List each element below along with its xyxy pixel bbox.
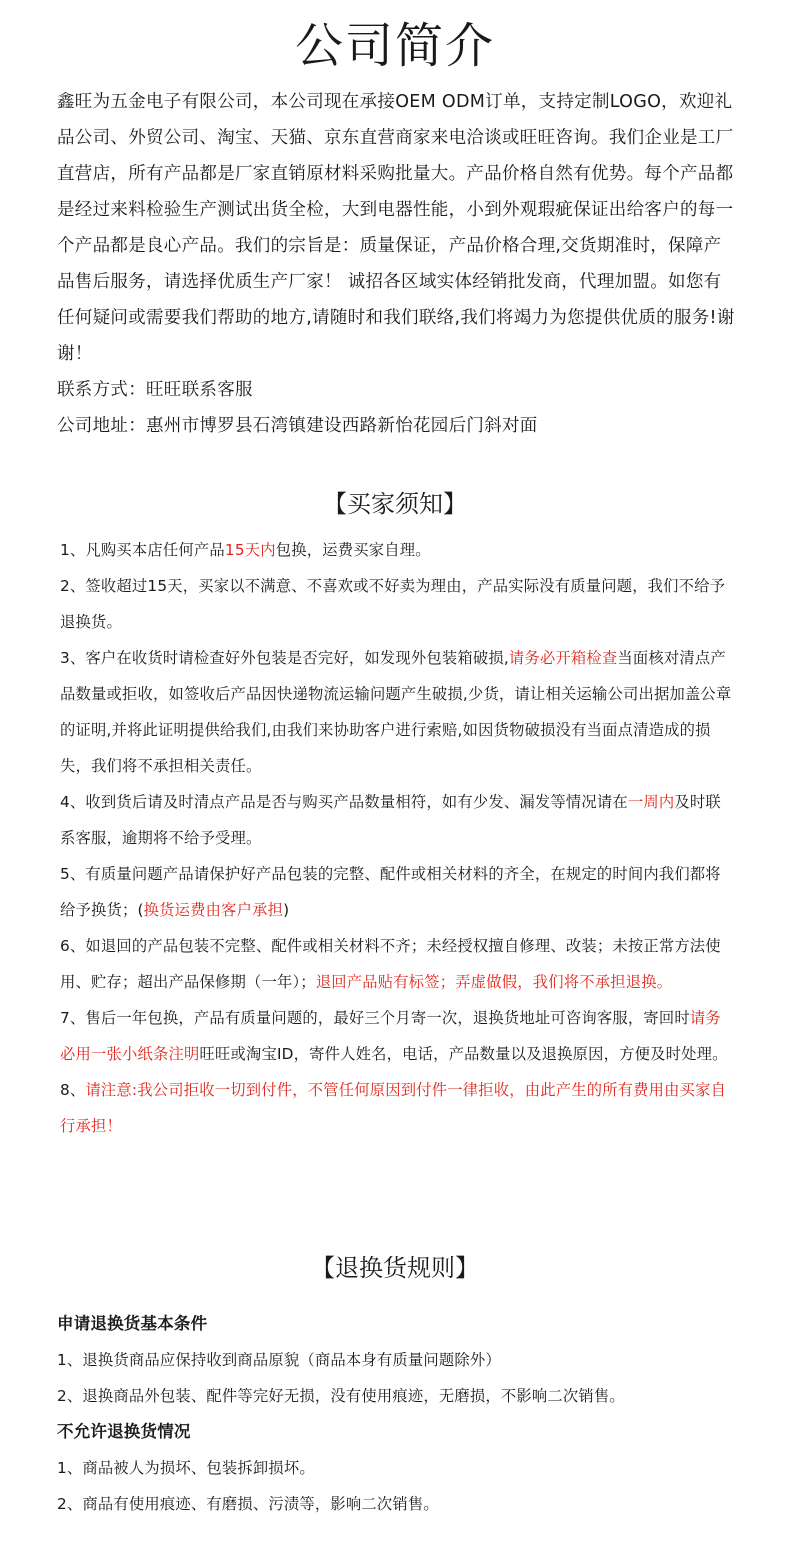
rule-item: 2、商品有使用痕迹、有磨损、污渍等，影响二次销售。: [57, 1495, 439, 1513]
disallowed-heading: 不允许退换货情况: [57, 1422, 191, 1441]
rule-item: 1、商品被人为损坏、包装拆卸损坏。: [57, 1459, 315, 1477]
rule-item: 2、退换商品外包装、配件等完好无损，没有使用痕迹，无磨损，不影响二次销售。: [57, 1387, 625, 1405]
notice-item: 3、客户在收货时请检查好外包装是否完好，如发现外包装箱破损,请务必开箱检查当面核对清点产品数量或拒收，如签收后产品因快递物流运输问题产生破损,少货，请让相关运输公司出据加盖公章的证明,并将此证明提供给我们,由我们来协助客户进行索赔,如因货物破损没有当面点清造成的损失，我们将不承担相关责任。: [60, 649, 732, 775]
basic-conditions-heading: 申请退换货基本条件: [57, 1314, 208, 1333]
notice-item: 8、请注意:我公司拒收一切到付件，不管任何原因到付件一律拒收，由此产生的所有费用由买家自行承担！: [60, 1081, 727, 1135]
page-title: 公司简介: [294, 18, 495, 74]
address-line: 公司地址：惠州市博罗县石湾镇建设西路新怡花园后门斜对面: [57, 416, 538, 436]
notice-item: 5、有质量问题产品请保护好产品包装的完整、配件或相关材料的齐全，在规定的时间内我们都将给予换货；(换货运费由客户承担): [60, 865, 721, 919]
notice-item: 4、收到货后请及时清点产品是否与购买产品数量相符，如有少发、漏发等情况请在一周内及时联系客服，逾期将不给予受理。: [60, 793, 721, 847]
contact-line: 联系方式：旺旺联系客服: [57, 380, 253, 400]
buyer-notice-list: [60, 532, 734, 1144]
notice-item: 2、签收超过15天，买家以不满意、不喜欢或不好卖为理由，产品实际没有质量问题，我们不给予退换货。: [60, 577, 726, 631]
return-rules: [57, 1306, 737, 1522]
buyer-notice-title: 【买家须知】: [323, 490, 467, 518]
notice-item: 6、如退回的产品包装不完整、配件或相关材料不齐；未经授权擅自修理、改装；未按正常方法使用、贮存；超出产品保修期（一年）；退回产品贴有标签；弄虚做假，我们将不承担退换。: [60, 937, 721, 991]
notice-item: 1、凡购买本店任何产品15天内包换，运费买家自理。: [60, 541, 431, 559]
notice-item: 7、售后一年包换，产品有质量问题的，最好三个月寄一次，退换货地址可咨询客服，寄回时请务必用一张小纸条注明旺旺或淘宝ID，寄件人姓名，电话，产品数量以及退换原因，方便及时处理。: [60, 1009, 728, 1063]
return-rules-title: 【退换货规则】: [311, 1254, 479, 1282]
rule-item: 1、退换货商品应保持收到商品原貌（商品本身有质量问题除外）: [57, 1351, 501, 1369]
company-intro: [57, 84, 737, 444]
intro-paragraph: 鑫旺为五金电子有限公司，本公司现在承接OEM ODM订单，支持定制LOGO，欢迎礼品公司、外贸公司、淘宝、天猫、京东直营商家来电洽谈或旺旺咨询。我们企业是工厂直营店，所有产品都是厂家直销原材料采购批量大。产品价格自然有优势。每个产品都是经过来料检验生产测试出货全检，大到电器性能，小到外观瑕疵保证出给客户的每一个产品都是良心产品。我们的宗旨是：质量保证，产品价格合理,交货期准时，保障产品售后服务，请选择优质生产厂家！ 诚招各区域实体经销批发商，代理加盟。如您有任何疑问或需要我们帮助的地方,请随时和我们联络,我们将竭力为您提供优质的服务!谢谢！: [57, 92, 735, 364]
